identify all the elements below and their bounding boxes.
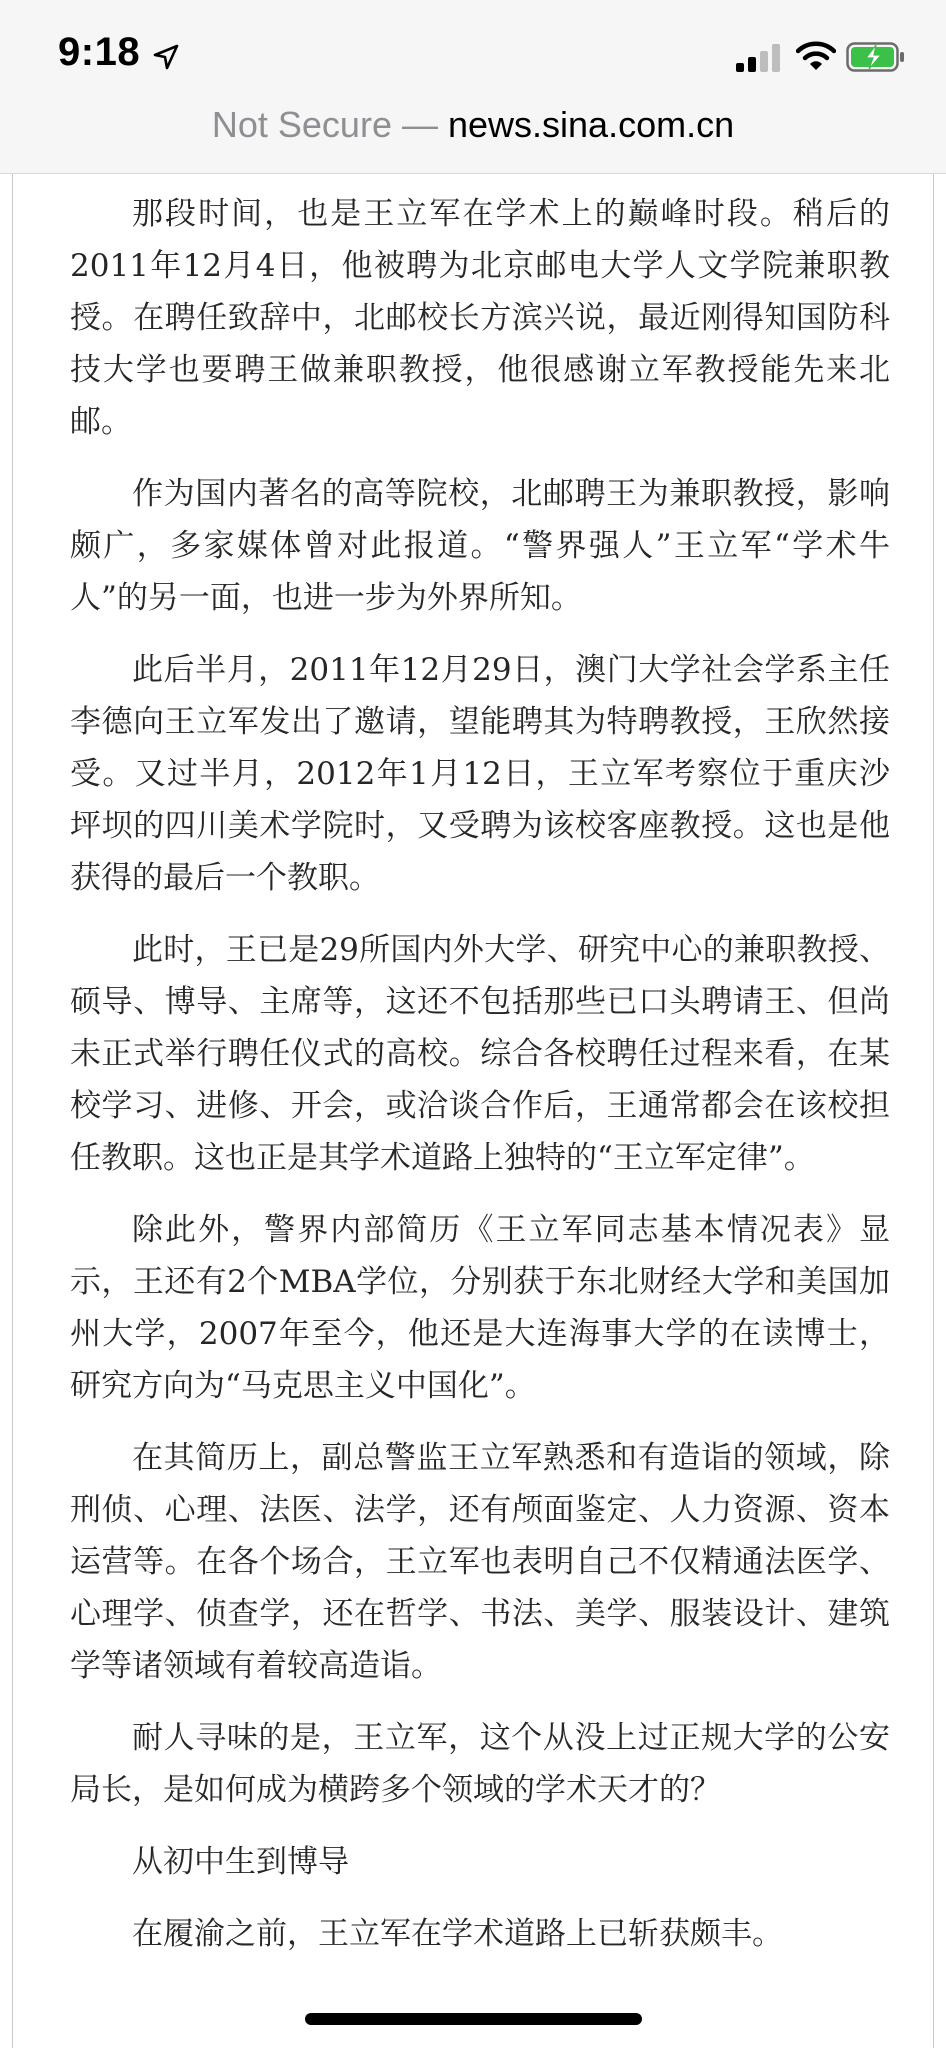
location-arrow-icon	[153, 44, 179, 70]
article-paragraph: 除此外，警界内部简历《王立军同志基本情况表》显示，王还有2个MBA学位，分别获于东北财经大学和美国加州大学，2007年至今，他还是大连海事大学的在读博士，研究方向为“马克思主义中国化”。	[70, 1212, 890, 1404]
status-bar	[0, 0, 946, 100]
article-paragraph: 耐人寻味的是，王立军，这个从没上过正规大学的公安局长，是如何成为横跨多个领域的学术天才的？	[70, 1720, 890, 1808]
security-indicator: Not Secure —	[211, 104, 438, 145]
wifi-icon	[796, 40, 836, 72]
battery-charging-icon	[846, 42, 906, 72]
article-paragraph: 在履渝之前，王立军在学术道路上已斩获颇丰。	[132, 1916, 783, 1952]
web-page	[12, 174, 934, 2048]
article-paragraph: 此后半月，2011年12月29日，澳门大学社会学系主任李德向王立军发出了邀请，望能聘其为特聘教授，王欣然接受。又过半月，2012年1月12日，王立军考察位于重庆沙坪坝的四川美术学院时，又受聘为该校客座教授。这也是他获得的最后一个教职。	[70, 652, 890, 896]
home-indicator[interactable]	[305, 2013, 642, 2025]
article-subheading: 从初中生到博导	[132, 1844, 349, 1880]
cellular-signal-icon	[736, 44, 784, 72]
url-domain: news.sina.com.cn	[447, 104, 735, 145]
address-bar[interactable]	[0, 95, 946, 155]
article-body	[70, 188, 890, 1980]
article-paragraph: 作为国内著名的高等院校，北邮聘王为兼职教授，影响颇广，多家媒体曾对此报道。“警界强人”王立军“学术牛人”的另一面，也进一步为外界所知。	[70, 476, 890, 616]
status-time: 9:18	[58, 30, 141, 74]
article-paragraph: 那段时间，也是王立军在学术上的巅峰时段。稍后的2011年12月4日，他被聘为北京邮电大学人文学院兼职教授。在聘任致辞中，北邮校长方滨兴说，最近刚得知国防科技大学也要聘王做兼职教授，他很感谢立军教授能先来北邮。	[70, 196, 890, 440]
browser-chrome	[0, 0, 946, 174]
article-paragraph: 在其简历上，副总警监王立军熟悉和有造诣的领域，除刑侦、心理、法医、法学，还有颅面鉴定、人力资源、资本运营等。在各个场合，王立军也表明自己不仅精通法医学、心理学、侦查学，还在哲学、书法、美学、服装设计、建筑学等诸领域有着较高造诣。	[70, 1440, 890, 1684]
article-paragraph: 此时，王已是29所国内外大学、研究中心的兼职教授、硕导、博导、主席等，这还不包括那些已口头聘请王、但尚未正式举行聘任仪式的高校。综合各校聘任过程来看，在某校学习、进修、开会，或洽谈合作后，王通常都会在该校担任教职。这也正是其学术道路上独特的“王立军定律”。	[70, 932, 890, 1176]
